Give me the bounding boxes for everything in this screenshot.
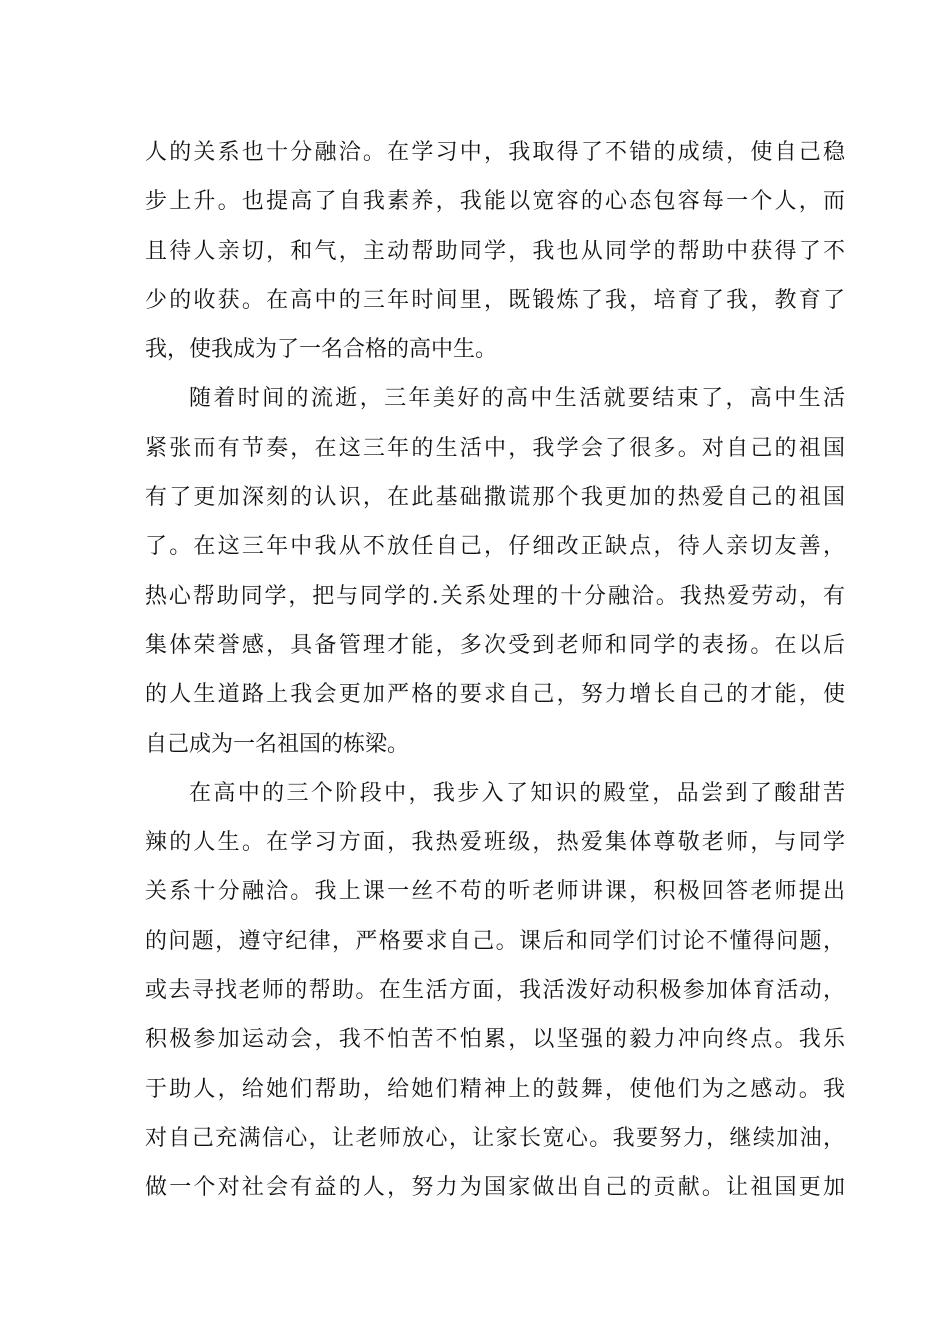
text-line: 且待人亲切，和气，主动帮助同学，我也从同学的帮助中获得了不: [145, 238, 845, 264]
paragraph-first-line: 在高中的三个阶段中，我步入了知识的殿堂，品尝到了酸甜苦: [189, 780, 845, 806]
text-line: 自己成为一名祖国的栋梁。: [145, 731, 410, 757]
text-line: 的人生道路上我会更加严格的要求自己，努力增长自己的才能，使: [145, 682, 845, 708]
text-line: 紧张而有节奏，在这三年的生活中，我学会了很多。对自己的祖国: [145, 435, 845, 461]
text-line: 步上升。也提高了自我素养，我能以宽容的心态包容每一个人，而: [145, 189, 845, 215]
text-line: 有了更加深刻的认识，在此基础撒谎那个我更加的热爱自己的祖国: [145, 485, 845, 511]
text-line: 我，使我成为了一名合格的高中生。: [145, 337, 498, 363]
text-line: 于助人，给她们帮助，给她们精神上的鼓舞，使他们为之感动。我: [145, 1076, 845, 1102]
text-line: 集体荣誉感，具备管理才能，多次受到老师和同学的表扬。在以后: [145, 632, 845, 658]
document-body: [145, 128, 845, 1213]
text-line: 人的关系也十分融洽。在学习中，我取得了不错的成绩，使自己稳: [145, 140, 845, 165]
text-line: 少的收获。在高中的三年时间里，既锻炼了我，培育了我，教育了: [145, 287, 845, 313]
text-line: 关系十分融洽。我上课一丝不苟的听老师讲课，积极回答老师提出: [145, 879, 845, 905]
text-line: 了。在这三年中我从不放任自己，仔细改正缺点，待人亲切友善，: [145, 534, 845, 560]
text-line: 积极参加运动会，我不怕苦不怕累，以坚强的毅力冲向终点。我乐: [145, 1027, 845, 1053]
text-line: 或去寻找老师的帮助。在生活方面，我活泼好动积极参加体育活动，: [145, 978, 845, 1004]
paragraph-first-line: 随着时间的流逝，三年美好的高中生活就要结束了，高中生活: [189, 386, 845, 412]
text-line: 做一个对社会有益的人，努力为国家做出自己的贡献。让祖国更加: [145, 1175, 845, 1201]
text-line: 的问题，遵守纪律，严格要求自己。课后和同学们讨论不懂得问题，: [145, 928, 845, 954]
text-line: 对自己充满信心，让老师放心，让家长宽心。我要努力，继续加油，: [145, 1125, 845, 1151]
text-line: 热心帮助同学，把与同学的.关系处理的十分融洽。我热爱劳动，有: [145, 583, 845, 609]
text-line: 辣的人生。在学习方面，我热爱班级，热爱集体尊敬老师，与同学: [145, 830, 845, 856]
